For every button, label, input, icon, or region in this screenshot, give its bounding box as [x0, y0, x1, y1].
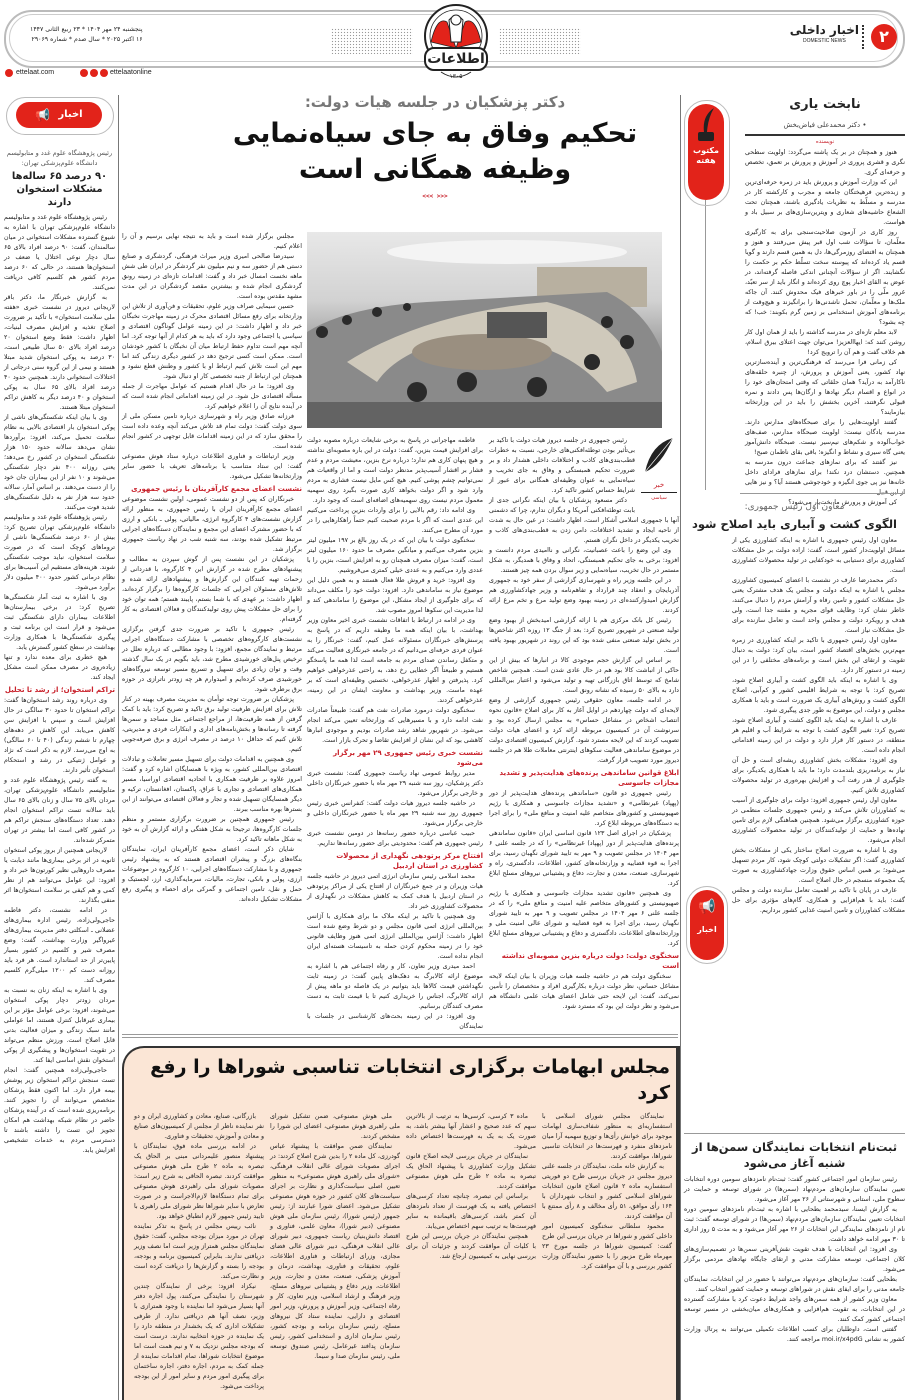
paragraph: رئیس پژوهشگاه علوم غدد و متابولیسم دانشگاه علوم‌پزشکی تهران با اشاره به شیوع گسترده مشکلات استخوانی در میان سالمندان، گفت: ۹۰ درصد افراد بالای ۶۵ سال دچار نوعی اختلال یا ضعف در استخوان‌ها هستند، در حالی که ۶۰ درصد مردم کشور هم کلسیم کافی دریافت نمی‌کنند. — [4, 214, 116, 291]
article-headline: ۹۰ درصد ۶۵ ساله‌ها مشکلات استخوان دارند — [11, 171, 108, 208]
feature-article — [745, 96, 905, 506]
paragraph: گفتنی است، داوطلبان برای کسب اطلاعات تکمیلی می‌توانند به پرتال وزارت کشور به نشانی moi.ir/x4pdG مراجعه کنند. — [684, 1326, 905, 1343]
paragraph: دکتر محمدرضا عارف در نشست با اعضای کمیسیون کشاورزی مجلس با اشاره به اینکه دولت و مجلس یک هدف مشترک یعنی حل مشکلات کشور و تامین رفاه و آرامش مردم را دنبال می‌کنند، خاطر نشان کرد: وظایف قوای مجریه و مقننه جدا است، ولی هدف و رویکرد دولت و مجلس واحد است و تعامل سازنده برای حل مشکلات نیاز است. — [732, 577, 905, 634]
feature-author: • دکتر محمدعلی فیاض‌بخش — [783, 121, 867, 129]
paragraph: خبرنگاران که پس از دو نشست عمومی، اولین نشست موضوعی اعضای مجمع کارآفرینان ایران با رئیس جمهوری، به منظور ارائه گزارش نشست‌های ۴ کارگروه انرژی، مالیاتی، پولی ـ بانکی و ارزی که با حضور مشترک اعضای این مجمع و نمایندگان دستگاه‌های اجرایی مرتبط تشکیل شده بودند، سه شنبه شب در نهاد ریاست جمهوری برگزار شد. — [122, 496, 302, 553]
paragraph: براساس این تبصره، چنانچه تعداد کرسی‌های اختصاص یافته به یک فهرست از تعداد نامزدهای آن کمتر باشد، کرسی‌های باقیمانده به سایر فهرست‌ها به ترتیب سهم اختصاص می‌یابد. — [406, 1193, 536, 1230]
paragraph: در ادامه جلسه، معاون حقوقی رئیس جمهوری گزارشی از وضع لایحه‌ای که دولت چهاردهم در اوایل آغاز به کار برای اصلاح «قانون نحوه انتصاب اشخاص در مشاغل حساس» به مجلس ارسال کرده بود و سرنوشت آن در کمیسیون مربوطه ارائه کرد و اعضای هیات دولت تصویب کردند که این لایحه مسترد شود. گزارش کمیسیون اقتصادی دولت در موضوع ساماندهی فعالیت سکوهای اینترنتی معاملات طلا هم در جلسه دیروز مورد تصویب قرار گرفت. — [489, 697, 679, 764]
paragraph: فاطمه مهاجرانی در پاسخ به برخی شایعات درباره مصوبه دولت برای افزایش قیمت بنزین، گفت: دولت در این باره مصوبه‌ای نداشته و هیچ پنهان کاری هم ندارد؛ درباره نرخ بنزین، معیشت مردم و عدم فشار بر اقشار آسیب‌پذیر مدنظر دولت است و اما از واقعیات هم نمی‌توانیم چشم پوشی کنیم. هیچ کس مایل نیست فشاری به مردم وارد شود و اگر دولت بخواهد کاری صورت بگیرد روی سهمیه معمول مردم نیست روی سهمیه‌های اضافه‌ای است که وجود دارد. — [307, 437, 483, 504]
paragraph: احمد میدری وزیر تعاون، کار و رفاه اجتماعی هم با اشاره به موضوع ارائه کالابرگ به دهک‌های پایین گفت: در زمینه ثابت نگهداشتن قیمت کالاها باید بتوانیم در یک فاصله دو ماهه پیش از ارائه کالابرگ، اجناس را خریداری کنیم تا با قیمت ثابت به دست مصرف کنندگان برسانیم. — [307, 963, 483, 1010]
paragraph: نیکزاد افزود: برخی از نمایندگان چندین شهرستان را نمایندگی می‌کنند، پول اجاره دفتر آنها بسیار می‌شود اما نماینده با وجود همترازی با وزیر، نصف آنها هم دریافتی ندارد. از طرفی تشکیلات اداری که یک بخشدار در منطقه دارد را یک نماینده در حوزه انتخابیه ندارند. درست است که بودجه مجلس نزدیک به ۷ و نیم همت است اما موضوع انتخابات شوراها، تمام اقدامات نماینده از جمله کمک به مردم، اجاره دفتر، اجاره ساختمان برای پیگیری امور مردم و سایر امور از این بودجه پرداخت می‌شود. — [134, 1283, 264, 1390]
feature-badge-line-1: مکتوب — [693, 146, 719, 155]
paragraph: وی این وضع را باعث عصبانیت، نگرانی و ناامیدی مردم دانست و افزود: برخی به جای تحکیم همبستگی، اتحاد و وفاق با همدیگر، به شکل مستمر در حال تخریب، سیاه‌نمایی و زیر سوال بردن همه چیز هستند. — [489, 547, 679, 574]
ettelaat-logo — [415, 2, 497, 86]
section-rule — [684, 1133, 905, 1134]
paragraph: مدیر روابط عمومی نهاد ریاست جمهوری گفت: نشست خبری دکتر پزشکیان، روز سه شنبه ۲۹ مهر ماه با حضور خبرنگاران داخلی و خارجی برگزار می‌شود. — [307, 770, 483, 797]
megaphone-icon: 📢 — [698, 899, 716, 915]
bottom-headline: مجلس ابهامات برگزاری انتخابات تناسبی شوراها را رفع کرد — [150, 1056, 670, 1104]
paragraph: هیچ خطری برای معده ندارد و تنها زیاده‌روی در مصرف ممکن است مشکل ایجاد کند. — [4, 654, 115, 681]
news-badge — [16, 102, 102, 128]
paragraph: حسین سیمایی صراف وزیر علوم، تحقیقات و فن‌آوری از تلاش این وزارتخانه برای رفع مسائل اقتصادی محرک در زمینه مهاجرت نخبگان خبر داد و اظهار داشت: در این زمینه عوامل گوناگون اقتصادی و سیاسی یا اجتماعی وجود دارد که باید به هر کدام از آنها توجه کرد. اما آنچه مهم است تداوم حفظ ارتباط میان آن نخبگان با کشور خودشان است. ممکن است کسی ترجیح دهد در کشور دیگری زندگی کند اما مهم این است تلاش کنیم ارتباط او با کشور و وطنش قطع نشود و همچنان این ارتباط از جنبه تخصصی کار او دنبال شود. — [122, 303, 302, 380]
section-subtitle: DOMESTIC NEWS — [803, 38, 846, 44]
paragraph: مجلس برگزار شده است و باید به نتیجه نهایی برسیم و آن را اعلام کنیم. — [122, 233, 302, 250]
paragraph: لاریجانی همچنین از بروز پوکی استخوان ثانویه در اثر برخی بیماری‌ها مانند دیابت یا مصرف داروهایی نظیر کورتون‌ها خبر داد و افزود: این عوامل می‌توانند هم از نظر کمی و هم کیفی بر سلامت استخوان‌ها اثر منفی بگذارند. — [4, 847, 115, 904]
globe-icon — [5, 69, 13, 77]
article3-body — [684, 1175, 905, 1397]
paragraph: در حاشیه جلسه دیروز هیات دولت گفت: کنفرانس خبری رئیس جمهوری روز سه شنبه ۲۹ مهر ماه با حضور خبرنگاران داخلی و خارجی برگزار می‌شود. — [307, 800, 483, 827]
paragraph: پزشکیان در اجرای اصل ۱۲۳ قانون اساسی ایران «قانون ساماندهی پرنده‌های هدایت‌پذیر از دور (پهپاد) غیرنظامی» را که در جلسه علنی ۶ مهر ۱۴۰۴ در مجلس تصویب و ۹ مهر به تایید شورای نگهبان رسید، برای اجرا به قوه قضاییه و وزارتخانه‌های کشور، اطلاعات، دادگستری، راه و شهرسازی، صنعت، معدن و تجارت، دفاع و پشتیبانی نیروهای مسلح ابلاغ کرد. — [489, 830, 679, 887]
main-heading — [190, 93, 680, 229]
section-title: اخبار داخلی — [789, 23, 859, 37]
paragraph: نمایندگان مجلس شورای اسلامی با استفساریه‌ای به منظور شفاف‌سازی ابهامات موجود برای خوانش رأی‌ها و توزیع سهمیه آرا میان نامزدهای منفرد و فهرست‌ها در انتخابات تناسبی شوراها، موافقت کردند. — [542, 1113, 672, 1160]
paragraph: پزشکیان در این نشست پس از گوش سپردن به مطالب و پیشنهادهای مطرح شده در گزارش این ۴ کارگروه، با قدردانی از زحمات تهیه کنندگان این گزارش‌ها و پیشنهادهای ارائه شده و تلاش‌های مسئولان اجرایی که جلسات کارگروه‌ها را برگزار کرده‌اند، اظهار داشت: بر عهدی که با شما بستم، پایبند هستم؛ همه توان خود را برای حل مشکلات پیش روی تولیدکنندگان و فعالان اقتصادی به کار گرفته‌ام. — [122, 556, 302, 623]
article-body — [4, 213, 115, 1396]
paragraph: معاون اول رئیس جمهوری افزود: دولت برای جلوگیری از آسیب به کشاورزان تلاش می‌کند و رئیس جمهوری جلسات منظمی در حوزه کشاورزی برگزار می‌شود. همچنین هماهنگی لازم برای تامین نهاده‌ها و حمایت از تولیدکنندگان در تولید محصولات کشاورزی انجام می‌شود. — [732, 797, 905, 844]
paragraph: به گزارش خبرنگار ما، دکتر باقر لاریجانی دیروز در نشست خبری «هفته ملی سلامت استخوان» با تأکید بر ضرورت اصلاح تغذیه و افزایش مصرف لبنیات، اظهار داشت: فقط وضع استخوان ۲۰ درصد افراد بالای ۵۰ سال طبیعی است، ۳۰ درصد به پوکی استخوان شدید مبتلا هستند و نیمی از این گروه سنی درجاتی از اختلالات استخوانی دارند. همچنین حدود ۴۰ درصد افراد بالای ۶۵ سال به پوکی استخوان و ۴۰ درصد دیگر به کاهش تراکم استخوان مبتلا هستند. — [4, 294, 115, 411]
news-badge-label: اخبار — [58, 109, 83, 120]
paragraph: دکتر مسعود پزشکیان با بیان اینکه نگرانی جدی از بابت توطئه‌افکنی آمریکا و دیگران ندارم، چرا که دشمنی آنها با جمهوری اسلامی آشکار است، اظهار داشت: در عین حال به شدت از ناحیه ایجاد و تشدید اختلافات، دامن زدن به قطب‌بندی‌های کاذب و تخریب یکدیگر در داخل نگران هستم. — [489, 497, 679, 544]
feature-badge — [688, 104, 724, 200]
paragraph: حاجی‌ولی‌زاده همچنین گفت: انجام تست سنجش تراکم استخوان زیر پوشش بیمه قرار دارد. اما اکنون فقط پزشکان متخصص می‌توانند آن را تجویز کنند. برنامه‌ریزی شده است که در آینده پزشکان حاضر در نظام شبکه بهداشت هم امکان تجویز این تست را داشته باشند تا دسترسی مردم به خدمات تشخیصی افزایش یابد. — [4, 1067, 115, 1154]
bottom-article — [122, 1046, 680, 1400]
paragraph: هنوز و همچنان در بر یک پاشنه می‌گردد: اولویت سطحی نگری و قشری پروری در آموزش و پرورش بر تعمق، تخصص و حرفه‌ای گری. — [745, 148, 905, 176]
paragraph: سخنگوی دولت درمورد صادرات نفت هم گفت: طبیعتاً صادرات نفت ادامه دارد و با مسیرهایی که وزارتخانه تعیین می‌کند انجام می‌شود. در شهریور شاهد رشد صادرات بودیم و موجودی انبارها کاهشی بود که این نشان از افزایش تقاضا و تحرک بازار است. — [307, 707, 483, 744]
twitter-icon[interactable] — [90, 69, 98, 77]
paragraph: گفتند اولویت‌هایی را برای صبحگاه‌های مدارس دارند. مدرسه یادگان نیست: اولویت صبحگاه مدارس، صف‌های خواب‌آلوده و شکم‌های نیم‌سیر نیست. صبحگاه دانش‌آموز یعنی گاه سیری و نشاط و انگیزه؛ باقی بقای ناظمان صبح! — [745, 418, 905, 456]
paragraph: وی با اشاره به اینکه باید الگوی کشت و آبیاری اصلاح شود، تصریح کرد: با توجه به شرایط اقلیمی کشور و کم‌آبی، اصلاح الگوی کشت و روش‌های آبیاری یک ضرورت است و باید با همکاری مجلس و دولت، این موضوع به طور جدی پیگیری شود. — [732, 677, 905, 714]
article2-headline: الگوی کشت و آبیاری باید اصلاح شود — [692, 517, 897, 531]
article2-kicker: معاون اول رئیس جمهوری: — [744, 502, 845, 512]
bottom-column-1 — [542, 1112, 672, 1396]
paragraph: بازرگانی، صنایع، معادن و کشاورزی ایران و دو نفر نماینده ناظر از مجلس از کمیسیون‌های صنایع و معادن و آموزش، تحقیقات و فناوری. — [134, 1113, 264, 1140]
paragraph: وزیر ارتباطات و فناوری اطلاعات درباره ستاد هوش مصنوعی گفت: این ستاد متناسب با برنامه‌های تعریف با حضور سایر وزارتخانه‌ها تشکیل می‌شود. — [122, 453, 302, 480]
section-rule — [740, 493, 905, 494]
feather-sublabel: سیاسی — [651, 495, 667, 501]
date-line-1: پنجشنبه ۲۴ مهر ۱۴۰۴ * ۲۳ ربیع الثانی ۱۴۴۷ — [30, 26, 143, 33]
badge-stem — [705, 200, 706, 490]
paragraph: وی ادامه داد: رقم بالایی را برای واردات بنزین پرداخت می‌کنیم این عددی است که اگر با مردم صحبت کنیم حتماً راهکارهایی را در مورد آن مطرح می‌کنند. — [307, 507, 483, 534]
subheading: تراکم استخوان؛ از رشد تا تحلیل — [4, 686, 115, 694]
author-rule — [745, 134, 905, 136]
paragraph: معاون اول رئیس جمهوری با اشاره به اینکه کشاورزی یکی از مسائل اولویت‌دار کشور است، گفت: اراده دولت بر حل مشکلات کشاورزی برای دستیابی به خودکفایی در تولید محصولات کشاورزی است. — [732, 537, 905, 574]
paragraph: کی زمانی فرا می‌رسد که فرهنگی‌ترین و آینده‌سازترین نهاد کشور، یعنی آموزش و پرورش، از چنبره حلقه‌های ناکارآمد به درآید؟ همان حلقاتی که وقتی امتحان‌های خود را در انواع و اقسام دیگر نهادها و ارگان‌ها پس دادند و نمره قبولی نگرفتند، آخرین بخشش را باید در این وزارتخانه بیازمایند؟ — [745, 358, 905, 416]
paragraph: رئیس جمهوری همچنین بر ضرورت برگزاری مستمر و منظم جلسات کارگروه‌ها، ترجیحا به شکل هفتگی و ارائه گزارش آن به خود به شکل ماهانه تاکید کرد. — [122, 816, 302, 843]
paragraph: شایان ذکر است، اعضای مجمع کارآفرینان ایران، نمایندگان بنگاه‌های بزرگ و پیشران اقتصادی هستند که به پیشنهاد رئیس جمهوری و با مشارکت دستگاه‌های اجرایی، ۱۰ کارگروه در موضوعات ارزی، پولی و بانکی، تجارت، مالیات، سرمایه‌گذاری، ارز، لجستیک و حمل و نقل، تامین اجتماعی و گمرکی برای احصاء و پیگیری رفع مشکلات تشکیل داده‌اند. — [122, 846, 302, 903]
article2-text — [684, 536, 905, 916]
megaphone-icon: 📢 — [35, 108, 51, 122]
news-badge-wrap — [684, 886, 728, 964]
page-number-badge: ۲ — [871, 24, 897, 50]
website-url[interactable]: ettelaat.com — [16, 69, 55, 76]
paragraph: وی با اشاره به اینکه زنان به نسبت به مردان زودتر دچار پوکی استخوان می‌شوند، افزود: برخی عوامل مؤثر بر این بیماری غیرقابل کنترل هستند، اما عواملی مانند سبک زندگی و میزان فعالیت بدنی قابل اصلاح است. ورزش منظم می‌تواند در تقویت استخوان‌ها و پیشگیری از پوکی استخوان نقش اساسی ایفا کند. — [4, 987, 115, 1064]
paragraph: به گزارش خانه ملت، نمایندگان در جلسه علنی دیروز مجلس در جریان بررسی طرح دو فوریتی استفساریه ماده ۲ قانون اصلاح قانون انتخابات شوراهای اسلامی کشور و انتخاب شهرداران با ۱۶۴ رأی موافق، ۵۱ رأی مخالف و ۸ رأی ممتنع با آن موافقت کردند. — [542, 1163, 672, 1220]
paragraph: رئیس جمهوری با تاکید بر ضرورت جدی گرفتن برگزاری نشست‌های کارگروه‌های تخصصی با مشارکت دستگاه‌های اجرایی مرتبط و نمایندگان مجمع، افزود: با وجود مطالبی که درباره تعلل در ترخیص پنل‌های خورشیدی مطرح شد، باید بگویم در یک سال گذشته وقت و توان زیادی برای تسهیل و تسریع مسیر توسعه نیروگاه‌های خورشیدی صرف کرده‌ایم و امیدوارم هر چه زودتر ناترازی در حوزه برق برطرف شود. — [122, 626, 302, 693]
feature-title: نابخت یاری — [789, 97, 861, 112]
news-badge — [690, 890, 724, 960]
paragraph: سخنگوی دولت هم در حاشیه جلسه هیات وزیران با بیان اینکه لایحه مشاغل حساس، نظر دولت درباره بکارگیری افراد و متخصصان را تأمین نمی‌کند، گفت: این لایحه حتی شامل اعضای هیات علمی دانشگاه هم می‌شود و نظر دولت این بود که مسترد شود. — [489, 973, 679, 1010]
paragraph: در این جلسه وزیر راه و شهرسازی گزارشی از سفر خود به جمهوری آذربایجان و انعقاد چند قرارداد و تفاهم‌نامه و وزیر جهادکشاورزی هم گزارش امیدوارکننده‌ای در زمینه بهبود وضع تولید مرغ و تخم مرغ ارائه کردند. — [489, 577, 679, 614]
website-link[interactable] — [5, 68, 54, 77]
article3 — [684, 1139, 905, 1397]
paragraph: معاون وزیر کشور از همه سمن‌های واجد شرایط دعوت کرد با مشارکت گسترده در این انتخابات، به تقویت هم‌افزایی و همکاری‌های میان‌بخشی در مسیر توسعه اجتماعی کشور کمک کنند. — [684, 1296, 905, 1323]
left-article — [4, 148, 115, 1396]
main-body-column-middle — [307, 436, 483, 1030]
subheading: سخنگوی دولت: دولت درباره بنزین مصوبه‌ای نداشته است — [501, 952, 679, 970]
news-badge-label: اخبار — [697, 925, 717, 934]
paragraph: رئیس سازمان امور اجتماعی کشور گفت: ثبت‌نام نامزدهای سومین دوره انتخابات تعیین نمایندگان سازمان‌های مردم‌نهاد (سمن‌ها) در شورای توسعه و حمایت در سطوح ملی، استانی و شهرستانی از ۲۶ مهر آغاز می‌شود. — [684, 1176, 905, 1203]
paragraph: در ادامه بررسی ماده فوق، نمایندگان با پیشنهاد منصور علیمردانی مبنی بر الحاق یک تبصره به ماده ۲ طرح ملی هوش مصنوعی موافقت کردند. تبصره الحاقی به شرح زیر است: مصوبات شورای ملی راهبردی هوش مصنوعی برای تمام دستگاه‌ها لازم‌الاجراست و در صورت تعارض با سایر شوراها نظر شورای ملی راهبری با تایید رئیس جمهور لازم انطباق خواهد بود. — [134, 1143, 265, 1220]
logo-year: ۱۳۰۵ — [449, 73, 463, 80]
social-links[interactable] — [80, 68, 152, 77]
subheading: نشست خبری رئیس جمهوری ۲۹ مهر برگزار می‌شود — [333, 749, 483, 767]
column-divider — [680, 95, 681, 1400]
cabinet-meeting-photo — [307, 232, 662, 428]
paragraph: وی افزود: مشکلات بخش کشاورزی ریشه‌ای است و حل آن نیاز به برنامه‌ریزی بلندمدت دارد؛ ما باید با همکاری یکدیگر، برای جلوگیری از هدر رفت آب و افزایش بهره‌وری در تولید محصولات کشاورزی تلاش کنیم. — [732, 757, 905, 794]
paragraph: محمود سلطانی سخنگوی کمیسیون امور داخلی کشور و شوراها در جریان بررسی این طرح گفت: کمیسیون شوراها در جلسه مورخ ۲۳ مهرماه طرح مزبور را با حضور نمایندگان وزارت کشور بررسی و با آن موافقت کرد. — [542, 1223, 672, 1270]
paragraph: رئیس کل بانک مرکزی هم با ارائه گزارشی امیدبخش از بهبود وضع تولید صنعتی در شهریور تصریح کرد: بعد از جنگ ۱۲ روزه اکثر شاخص‌ها در بخش تولید صنعتی منفی شده بود که این روند در شهریور بهبود یافته است. — [489, 617, 679, 654]
social-handle[interactable]: ettelaatonline — [110, 69, 152, 76]
paragraph: ملی هوش مصنوعی، ضمن تشکیل شورای ملی راهبری هوش مصنوعی، اعضای این شورا را مشخص کردند. — [270, 1113, 400, 1140]
quill-inkwell-icon — [694, 108, 718, 142]
paragraph: نائب رییس مجلس در پاسخ به تذکر نماینده تهران در مورد میزان بودجه مجلس، گفت: حقوق نمایندگان مجلس همتراز وزیر است اما نصف وزیر دریافتی ندارند. بنابراین کمیسیون برنامه و بودجه، بودجه را بسته و گزارش‌ها را دریافت کرده است و نظارت می‌کند. — [134, 1223, 264, 1280]
logo-title: اطلاعات — [427, 51, 485, 67]
paragraph: بطحایی گفت: سازمان‌های مردم‌نهاد می‌توانند با حضور در این انتخابات، نمایندگان جامعه مدنی را برای ایفای نقش در شوراهای توسعه و حمایت کشور انتخاب کنند. — [684, 1276, 905, 1293]
instagram-icon[interactable] — [100, 69, 108, 77]
paragraph: حبیب عباسی درباره حضور رسانه‌ها در دومین نشست خبری رئیس جمهوری هم گفت: محدودیتی برای حضور رسانه‌ها نداریم. — [307, 830, 483, 847]
feather-icon — [641, 436, 677, 476]
column-divider — [118, 95, 119, 1400]
paragraph: نمایندگان در جریان بررسی لایحه اصلاح قانون تشکیل وزارت کشاورزی با پیشنهاد الحاق یک تبصره به ماده ۲ طرح ملی هوش مصنوعی موافقت کردند. — [406, 1153, 537, 1190]
issue-date — [30, 25, 143, 45]
bottom-columns — [124, 1112, 680, 1400]
paragraph: معاون اول رئیس جمهوری با تاکید بر اینکه کشاورزی در زمره مهم‌ترین بخش‌های اقتصاد کشور است، بیان کرد: دولت به دنبال تقویت و ارتقای این بخش است و برنامه‌های مختلفی را در این زمینه در دستور کار دارد. — [732, 637, 905, 674]
paragraph: وی در ادامه در ارتباط با اتفاقات نشست خبری اخیر معاون وزیر بهداشت، با بیان اینکه همه ما وظیفه داریم که در پاسخ به پرسش‌های خبرنگاران مسئولانه عمل کنیم، گفت: خبرنگار را به عنوان فردی حرفه‌ای می‌دانیم که در جامعه خبرنگاری فعالیت می‌کند و متکفل رساندن صدای مردم به جامعه است لذا همه ما پاسخگو هستیم و طبیعتاً اگر خطایی رخ دهد، به راحتی عذرخواهی خواهیم کرد. پذیرفتن و اظهار عذرخواهی، نخستین وظیفه‌ای است که بر عهده ماست. وزیر بهداشت و معاونت ایشان در این زمینه، عذرخواهی کردند. — [307, 617, 483, 704]
paragraph: عارف با اشاره به اینکه باید الگوی کشت و آبیاری اصلاح شود، تصریح کرد: تغییر الگوی کشت با توجه به شرایط آب و اقلیم هر منطقه، در دستور کار قرار دارد و دولت در این زمینه اقداماتی انجام داده است. — [732, 717, 905, 754]
paragraph: وی با اشاره به ضرورت اصلاح ساختار یکی از مشکلات بخش کشاورزی گفت: اگر تشکیلات دولتی کوچک شود، کار مردم تسهیل می‌شود؛ بر همین اساس حقوق وزارت جهادکشاورزی به صورت یک مجموعه منسجم در حال اصلاح است. — [732, 847, 905, 884]
article2 — [684, 501, 905, 1127]
feature-badge-line-2: هفته — [696, 156, 716, 165]
dot-pattern-left — [331, 28, 413, 54]
paragraph: رئیس پژوهشگاه علوم غدد و متابولیسم دانشگاه علوم‌پزشکی تهران تصریح کرد: بیش از ۶۰ درصد شکستگی‌ها ناشی از تروماهای کوچک است که در صورت سلامت استخوان، نباید موجب شکستگی شوند. هزینه‌های مستقیم این آسیب‌ها برای نظام درمانی کشور حدود ۴۰۰ میلیون دلار برآورد می‌شود. — [4, 514, 115, 591]
section-rule — [122, 1034, 678, 1035]
feature-body — [745, 148, 905, 506]
dot-pattern-right — [499, 28, 581, 54]
news-badge-frame — [686, 886, 728, 964]
telegram-icon[interactable] — [80, 69, 88, 77]
subheading: افتتاح مرکز پرتودهی نگهداری از محصولات کشاورزی در استان اردبیل — [336, 852, 483, 870]
paragraph: سیدرضا صالحی امیری وزیر میراث فرهنگی، گردشگری و صنایع دستی هم از حضور سه و نیم میلیون نفر گردشگر در ایران طی شش ماهه نخست امسال خبر داد و گفت: اقدامات تازه‌ای در زمینه رونق گردشگری انجام شده و بیشترین مقصد گردشگران در این مدت مشهد مقدس بوده است. — [122, 253, 302, 300]
paragraph: همچنین نمایندگان در جریان بررسی این طرح با کلیات آن موافقت کردند و جزئیات آن برای بررسی نهایی به کمیسیون ارجاع شد. — [406, 1233, 536, 1260]
paragraph: ماده ۳ کرسی، کرسی‌ها به ترتیب از بالاترین سهم که عدد صحیح و اعشار آنها بیشتر باشد، به صورت یک به یک به فهرست‌ها اختصاص داده می‌شود. — [406, 1113, 536, 1150]
paragraph: وی افزود: این انتخابات با هدف تقویت نقش‌آفرینی سمن‌ها در تصمیم‌سازی‌های کلان اجتماعی، توسعه مشارکت مدنی و ارتقای جایگاه نهادهای مردمی برگزار می‌شود. — [684, 1246, 905, 1273]
main-body-column-left — [122, 232, 302, 1027]
section-heading — [790, 22, 859, 45]
paragraph: محمد اسلامی رئیس سازمان انرژی اتمی دیروز در حاشیه جلسه هیات وزیران و در جمع خبرنگاران از افتتاح یکی از مراکز پرتودهی در استان اردبیل با هدف کمک به کاهش مشکلات در نگهداری از محصولات کشاورزی خبر داد. — [307, 873, 483, 910]
article-kicker: رئیس پژوهشگاه علوم غدد و متابولیسم دانشگاه علوم‌پزشکی تهران: — [6, 149, 113, 167]
main-headline-line-1: تحکیم وفاق به جای سیاه‌نمایی — [232, 118, 638, 149]
bottom-column-4 — [134, 1112, 264, 1396]
paragraph: وی افزود: ما در حال اقدام هستیم که عوامل مهاجرت از جمله مسأله اقتصادی حل شود. در این زمینه اقداماتی انجام شده است که در آینده نتایج آن را اعلام خواهیم کرد. — [122, 383, 302, 410]
bottom-column-3 — [270, 1112, 400, 1396]
paragraph: به گفته رئیس پژوهشگاه علوم غدد و متابولیسم دانشگاه علوم‌پزشکی تهران، مردان بالای ۷۵ سال و زنان بالای ۶۵ سال باید سالانه تست تراکم استخوان انجام دهند. تعداد دستگاه‌های سنجش تراکم هم در کشور کافی است اما بیشتر در تهران متمرکز شده‌اند. — [4, 777, 115, 844]
paragraph: کی آموزش و پرورش ما بخت‌یار می‌شود؟ — [788, 498, 897, 506]
date-line-2: ۱۶ اکتبر ۲۰۲۵ * سال صدم * شماره ۲۹۰۶۹ — [31, 36, 143, 43]
main-headline-line-2: وظیفه همگانی است — [298, 154, 572, 185]
article3-headline: ثبت‌نام انتخابات نمایندگان سمن‌ها از شنبه آغاز می‌شود — [691, 1140, 898, 1170]
paragraph: روز کاری در آزمون صلاحیت‌سنجی برای به کارگیری معلّمان، تا سؤالات شب اول قبر پیش می‌رفتند و هنوز و همچنان به اقتضای روزمرگی‌ها، دل به همین قسم دارند و گویا قسم یاد کرده‌اند که پیوسته سخت تسلّط حکم بر حکمت را نگشایند. اگر از سؤالات آنچنانی اندکی فاصله گرفته‌اند، در عوض به القای اخبار پوچ روی کرده‌اند و انگار باید از سر تعبّد، غرور ملّی را در باور خبرهای فیک محدوش کنند. آن جاکه ملک‌ها و معلّمان، تحمل ناشدنی‌ها را برانگیزند و هیچ‌وقت از برنامه‌های آموزش استخدامی بر زمین گرم بکوبند: خب! که چه بشود؟ — [745, 228, 905, 326]
headline-separator: <<< >>> — [422, 193, 448, 200]
article2-body — [684, 536, 905, 1127]
main-kicker: دکتر پزشکیان در جلسه هیات دولت: — [304, 93, 566, 111]
paragraph: در ادامه نشست، دکتر فاطمه حاجی‌ولی‌زاده، رئیس اداره بیماری‌های عضلانی ـ اسکلتی دفتر مدیریت بیماری‌های غیرواگیر وزارت بهداشت، گفت: وضع مصرف شیر و کلسیم در کشور بسیار پایین‌تر از حد استاندارد است. هر فرد باید روزانه دست کم ۱۲۰۰ میلی‌گرم کلسیم مصرف کند. — [4, 907, 115, 984]
paragraph: وی همچنین با تاکید بر اینکه ملاک ما برای همکاری با آژانس بین‌المللی انرژی اتمی قانون مجلس و دو شرط وضع شده است اظهار داشت: آژانس بین‌المللی انرژی اتمی هنوز وظایف قانونی خود را در زمینه محکوم کردن حمله به تاسیسات هسته‌ای ایران انجام نداده است. — [307, 913, 483, 960]
section-rule — [122, 1037, 678, 1038]
paragraph: وی همچنین به اقدامات دولت برای تسهیل مسیر تعاملات و تبادلات اقتصادی بین‌المللی کشور، به ویژه با همسایگان اشاره کرد و گفت: امروز علاوه بر ظرفیت همکاری با اتحادیه اقتصادی اوراسیا، مسیر همکاری‌های اقتصادی و تجاری با عراق، پاکستان، افغانستان، ترکیه و دیگر همسایگان تسهیل شده و تجار و فعالان اقتصادی می‌توانند از این بسترها بهره مناسب ببرند. — [122, 756, 302, 813]
main-headline — [233, 116, 637, 188]
subheading: ابلاغ قوانین ساماندهی پرنده‌های هدایت‌پذیر و تشدید مجازات جاسوسی — [499, 769, 679, 787]
paragraph: به گزارش ایسنا، سیدمحمد بطحایی با اشاره به ثبت‌نام نامزدهای سومین دوره انتخابات تعیین نمایندگان سازمان‌های مردم‌نهاد (سمن‌ها) در شورای توسعه گفت: ثبت نام از نامزدهای نمایندگی این انتخابات از ۲۶ مهر آغاز می‌شود و به مدت ۵ روز اداری تا ۳۰ مهر ادامه خواهد داشت. — [684, 1206, 906, 1243]
paragraph: فرزانه صادق وزیر راه و شهرسازی درباره تامین مسکن ملی از سوی دولت گفت: دولت تمام قد تلاش می‌کند آنچه وعده داده است را محقق سازد که در این زمینه اقدامات قابل توجهی در کشور انجام شده است. — [122, 413, 302, 450]
divider — [862, 25, 866, 49]
paragraph: سخنگوی دولت با بیان این که در یک روز بالغ بر ۱۹۷ میلیون لیتر بنزین مصرف می‌کنیم و میانگین مصرف ما حدود ۱۶۰ میلیون لیتر است، گفت: میزان مصرف همچنان رو به افزایش است، بنزین را با عددی وارد می‌کنیم و به عددی خیلی کمتری می‌فروشیم. — [307, 537, 483, 574]
paragraph: رئیس جمهوری دو قانون «ساماندهی پرنده‌های هدایت‌پذیر از دور (پهپاد) غیرنظامی» و «تشدید مجازات جاسوسی و همکاری با رژیم صهیونیستی و کشورهای متخاصم علیه امنیت و منافع ملی» را برای اجرا به دستگاه‌های مربوطه ابلاغ کرد. — [489, 790, 679, 827]
feather-label: خبر — [653, 481, 665, 489]
paragraph: وی افزود: در این زمینه بحث‌های کارشناسی در جلسات با نمایندگان — [307, 1013, 483, 1030]
author-role: نویسنده — [815, 138, 835, 145]
subheading: نشست اعضای مجمع کارآفرینان با رئیس جمهوری — [131, 485, 302, 493]
paragraph: نیز گفتند که برای نمازهای جماعت درون مدرسه به همچنین. دستشان درد نکند! برای نمازهای فرادای داخل خانه‌ها نیز پی جوی انگیزه و خودجوشی هستند آیا؟ و نیز هایی — [745, 458, 905, 486]
main-body-column-right — [489, 436, 679, 1027]
paragraph: وی درباره روند رشد استخوان‌ها گفت: تراکم استخوان تا حدود ۳۰ سالگی در حال افزایش است و سپس با افزایش سن کاهش می‌یابد. این کاهش در دهه‌های چهارم تا ششم زندگی (۴۰ تا ۶۰ سالگی) به اوج می‌رسد. لازم به ذکر است که نژاد و عوامل ژنتیکی در رشد و استحکام استخوان تأثیر دارند. — [4, 697, 115, 774]
paragraph: وی با بیان اینکه شکستگی‌های ناشی از پوکی استخوان بار اقتصادی بالایی به نظام سلامت تحمیل می‌کند، افزود: برآوردها نشان می‌دهد سالانه حدود ۱۵۰ هزار شکستگی استخوان در کشور رخ می‌دهد؛ یعنی روزانه ۴۰۰ نفر دچار شکستگی می‌شوند و ۱۰ نفر از این بیماران جان خود را از دست می‌دهند. بر اساس آمار، سالانه حدود سه هزار نفر به دلیل شکستگی‌های شدید فوت می‌کنند. — [4, 414, 115, 511]
paragraph: بر اساس این گزارش حجم موجودی کالا در انبارها که بیش از این حاکی از انباشت کالا بود هم در حال عادی شدن است. همچنین شاخص شامخ که توسط اتاق بازرگانی تهیه و تولید می‌شود و اعتبار بین‌المللی دارد به بالای ۵۰ رسیده که نشانه رونق است. — [489, 657, 679, 694]
paragraph: این که وزارت آموزش و پرورش باید در زمره حرفه‌ای‌ترین و زبده‌ترین فرهیختگان جامعه و مجرب و کارکشته کار در مدرسه و مسلّط به نظریات یادگیری باشند، همچنان تحت الشعاع حاشیه‌های شعاری و ویترین‌سازی‌های بر سبیل باد و هواست. — [745, 178, 905, 226]
paragraph: وی افزود: خرید و فروش طلا فعال هستند و به همین دلیل این موضوع نیاز به ساماندهی دارد. افزود: دولت خود را مکلف می‌داند که برای جلوگیری از ایجاد مشکل، این موضوع را ساماندهی کند و لذا مدیریت این سکوها امروز مصوب شد. — [307, 577, 483, 614]
paragraph: عارف در پایان با تاکید بر اهمیت تعامل سازنده دولت و مجلس گفت: باید با هم‌افزایی و همکاری، گام‌های مؤثری برای حل مشکلات کشاورزان و تامین امنیت غذایی کشور برداریم. — [732, 887, 905, 914]
bottom-column-2 — [406, 1112, 536, 1396]
paragraph: رئیس جمهوری در جلسه دیروز هیات دولت با تاکید بر بی‌تأثیر بودن توطئه‌افکنی‌های خارجی، نسبت به خطرات قطب‌بندی‌های کاذب و اختلافات داخلی هشدار داد و بر ضرورت تحکیم همبستگی و وفاق به جای تخریب و سیاه‌نمایی به عنوان وظیفه‌ای همگانی برای عبور از شرایط حساس کشور تاکید کرد. — [489, 437, 635, 494]
paragraph: لابد معلم تازه‌ای در مدرسه گذاشته را باید از همان اول کار روشن کنند که: ایهاالعزیز! می‌توان جهت اعتلای بیرق اسلام، هم خلاف گفت و هم آن را ترویج کرد! — [745, 328, 905, 356]
news-feather-badge — [639, 436, 679, 508]
paragraph: وی همچنین «قانون تشدید مجازات جاسوسی و همکاری با رژیم صهیونیستی و کشورهای متخاصم علیه امنیت و منافع ملی» را که در جلسه علنی ۶ مهر ۱۴۰۴ در مجلس تصویب و ۹ مهر به تایید شورای نگهبان رسید، برای اجرا به قوه قضاییه و شورای عالی امنیت ملی و وزارتخانه‌های اطلاعات، دادگستری و دفاع و پشتیبانی نیروهای مسلح ابلاغ کرد. — [489, 890, 679, 947]
paragraph: نمایندگان ضمن موافقت با پیشنهاد عباس گودرزی، کل ماده ۲ را بدین شرح اصلاح کردند: در اجرای مصوبات شورای عالی انقلاب فرهنگی، «شورای ملی راهبری هوش مصنوعی» به منظور تعیین اصلی سیاست‌گذاری و نظارت بر اجرای سیاست‌های کلان کشور در حوزه هوش مصنوعی تشکیل می‌شود. اعضای شورا عبارتند از: رئیس جمهور (رئیس شورا)، رئیس سازمان ملی هوش مصنوعی (دبیر شورا)، معاون علمی، فناوری و اقتصاد دانش‌بنیان ریاست جمهوری، دبیر شورای عالی انقلاب فرهنگی، دبیر شورای عالی فضای مجازی، وزرای ارتباطات و فناوری اطلاعات، علوم، تحقیقات و فناوری، بهداشت، درمان و آموزش پزشکی، صنعت، معدن و تجارت، وزیر اطلاعات، وزیر دفاع و پشتیبانی نیروهای مسلح، وزیر فرهنگ و ارشاد اسلامی، وزیر تعاون، کار و رفاه اجتماعی، وزیر آموزش و پرورش، وزیر امور اقتصادی و دارایی، نماینده ستاد کل نیروهای مسلح، رئیس سازمان برنامه و بودجه کشور، رئیس سازمان اداری و استخدامی کشور، رئیس سازمان پدافند غیرعامل، رئیس صندوق توسعه ملی، رئیس سازمان صدا و سیما. — [270, 1143, 401, 1360]
paragraph: پزشکیان بر ضرورت توجه توأمان به مدیریت مصرف بهینه در کنار تلاش برای افزایش ظرفیت تولید برق تاکید و تصریح کرد: باید با کمک گرفتن از همه ظرفیت‌ها، از مراجع اجتماعی مثل مساجد و سمن‌ها گرفته تا رسانه‌ها و بخش‌نامه‌های اداری و ابتکارات فردی و مدیریتی، تلاش کنیم که حداقل ۱۰ درصد در مصرف انرژی و برق صرفه‌جویی کنیم. — [122, 696, 302, 753]
main-body-column-right-text — [489, 436, 679, 1012]
paragraph: وی با اشاره به ثبت آمار شکستگی‌ها تصریح کرد: در برخی بیمارستان‌ها اطلاعات بیماران دارای شکستگی ثبت می‌شود و قرار است این برنامه ثبت و پیگیری شکستگی‌ها با همکاری وزارت بهداشت در سطح کشور گسترش یابد. — [4, 594, 115, 651]
